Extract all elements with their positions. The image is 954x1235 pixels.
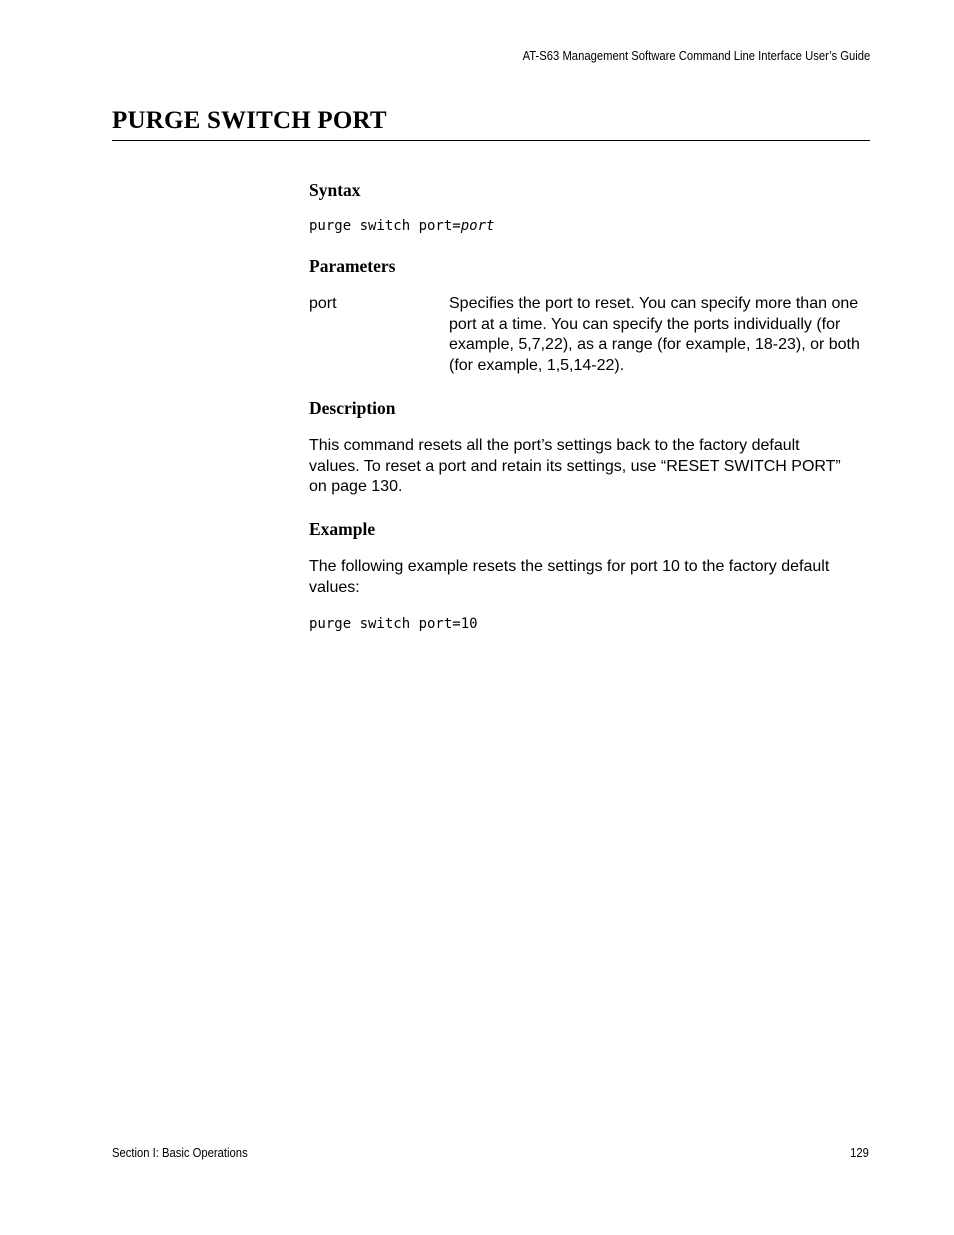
example-text: The following example resets the settings for port 10 to the factory default values: [309,558,830,596]
page-number: 129 [850,1146,869,1160]
syntax-command-text: purge switch port= [309,218,461,234]
description-text: This command resets all the port’s settings back to the factory default values. To reset a port and retain its settings, use “RESET SWITCH PORT” on page 130. [309,437,841,495]
syntax-command [309,218,494,234]
footer-section: Section I: Basic Operations [112,1146,248,1160]
running-header: AT-S63 Management Software Command Line Interface User’s Guide [522,49,870,63]
example-command: purge switch port=10 [309,616,478,632]
parameters-heading: Parameters [309,256,396,276]
parameter-description: Specifies the port to reset. You can specify more than one port at a time. You can specify the ports individually (for example, 5,7,22), as a range (for example, 18-23), or both (for example, 1,5,14-22). [449,295,860,374]
syntax-argument: port [460,218,495,234]
syntax-heading: Syntax [309,180,361,200]
parameter-name: port [309,295,337,312]
title-rule [112,140,870,141]
example-heading: Example [309,519,376,539]
page-title: PURGE SWITCH PORT [112,107,387,134]
description-heading: Description [309,398,396,418]
